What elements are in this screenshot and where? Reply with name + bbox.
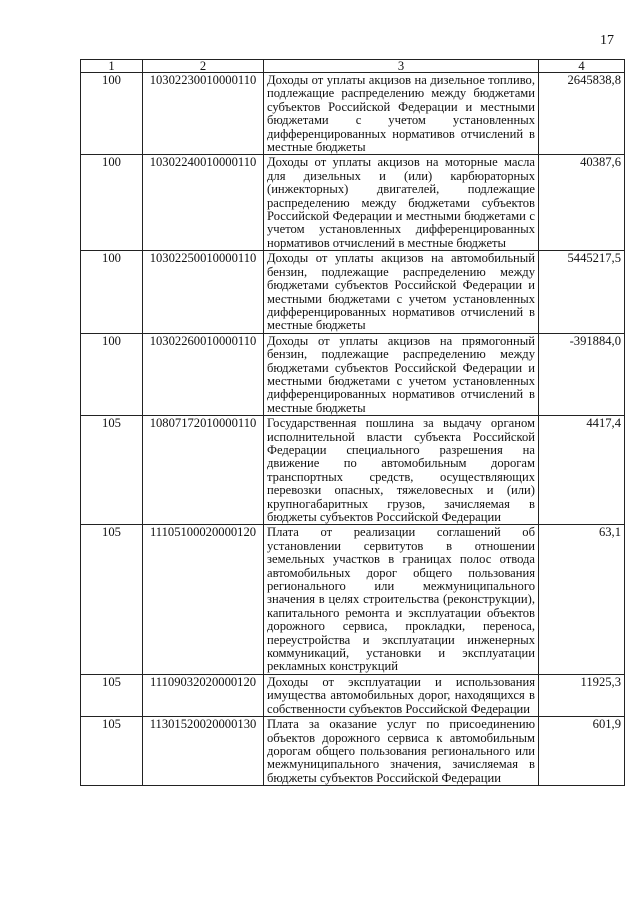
table-row: [81, 717, 625, 786]
admin-code-cell: 105: [81, 525, 143, 674]
budget-code-cell: 11301520020000130: [143, 717, 264, 786]
revenue-table: [80, 59, 625, 786]
admin-code-cell: 100: [81, 333, 143, 415]
column-header-3: 3: [264, 60, 539, 73]
budget-code-cell: 10302250010000110: [143, 251, 264, 333]
budget-code-cell: 11105100020000120: [143, 525, 264, 674]
table-row: [81, 155, 625, 251]
admin-code-cell: 105: [81, 717, 143, 786]
table-row: [81, 73, 625, 155]
admin-code-cell: 100: [81, 155, 143, 251]
column-header-4: 4: [539, 60, 625, 73]
admin-code-cell: 100: [81, 251, 143, 333]
revenue-name-cell: Доходы от уплаты акцизов на дизельное топливо, подлежащие распределению между бюджетами субъектов Российской Федерации и местными бюджетами с учетом установленных дифференцированных нормативов отчислений в местные бюджеты: [264, 73, 539, 155]
table-row: [81, 333, 625, 415]
revenue-name-cell: Плата от реализации соглашений об установлении сервитутов в отношении земельных участков в границах полос отвода автомобильных дорог общего пользования регионального или межмуниципального значения в целях строительства (реконструкции), капитального ремонта и эксплуатации объектов дорожного сервиса, прокладки, переноса, переустройства и эксплуатации инженерных коммуникаций, установки и эксплуатации рекламных конструкций: [264, 525, 539, 674]
amount-cell: -391884,0: [539, 333, 625, 415]
budget-code-cell: 10302260010000110: [143, 333, 264, 415]
column-number-row: [81, 60, 625, 73]
revenue-name-cell: Доходы от эксплуатации и использования имущества автомобильных дорог, находящихся в собственности субъектов Российской Федерации: [264, 674, 539, 716]
revenue-name-cell: Государственная пошлина за выдачу органом исполнительной власти субъекта Российской Федерации специального разрешения на движение по автомобильным дорогам транспортных средств, осуществляющих перевозки опасных, тяжеловесных и (или) крупногабаритных грузов, зачисляемая в бюджеты субъектов Российской Федерации: [264, 416, 539, 525]
amount-cell: 2645838,8: [539, 73, 625, 155]
revenue-name-cell: Доходы от уплаты акцизов на моторные масла для дизельных и (или) карбюраторных (инжекторных) двигателей, подлежащие распределению между бюджетами субъектов Российской Федерации и местными бюджетами с учетом установленных дифференцированных нормативов отчислений в местные бюджеты: [264, 155, 539, 251]
budget-code-cell: 10302230010000110: [143, 73, 264, 155]
admin-code-cell: 105: [81, 416, 143, 525]
amount-cell: 4417,4: [539, 416, 625, 525]
page-number: 17: [600, 33, 614, 48]
admin-code-cell: 105: [81, 674, 143, 716]
admin-code-cell: 100: [81, 73, 143, 155]
amount-cell: 11925,3: [539, 674, 625, 716]
revenue-name-cell: Плата за оказание услуг по присоединению объектов дорожного сервиса к автомобильным дорогам общего пользования регионального или межмуниципального значения, зачисляемая в бюджеты субъектов Российской Федерации: [264, 717, 539, 786]
revenue-name-cell: Доходы от уплаты акцизов на автомобильный бензин, подлежащие распределению между бюджетами субъектов Российской Федерации и местными бюджетами с учетом установленных дифференцированных нормативов отчислений в местные бюджеты: [264, 251, 539, 333]
column-header-1: 1: [81, 60, 143, 73]
table-row: [81, 251, 625, 333]
amount-cell: 63,1: [539, 525, 625, 674]
table-row: [81, 525, 625, 674]
table-row: [81, 674, 625, 716]
budget-code-cell: 10807172010000110: [143, 416, 264, 525]
budget-code-cell: 10302240010000110: [143, 155, 264, 251]
amount-cell: 5445217,5: [539, 251, 625, 333]
amount-cell: 601,9: [539, 717, 625, 786]
budget-code-cell: 11109032020000120: [143, 674, 264, 716]
amount-cell: 40387,6: [539, 155, 625, 251]
column-header-2: 2: [143, 60, 264, 73]
table-row: [81, 416, 625, 525]
revenue-name-cell: Доходы от уплаты акцизов на прямогонный бензин, подлежащие распределению между бюджетами субъектов Российской Федерации и местными бюджетами с учетом установленных дифференцированных нормативов отчислений в местные бюджеты: [264, 333, 539, 415]
